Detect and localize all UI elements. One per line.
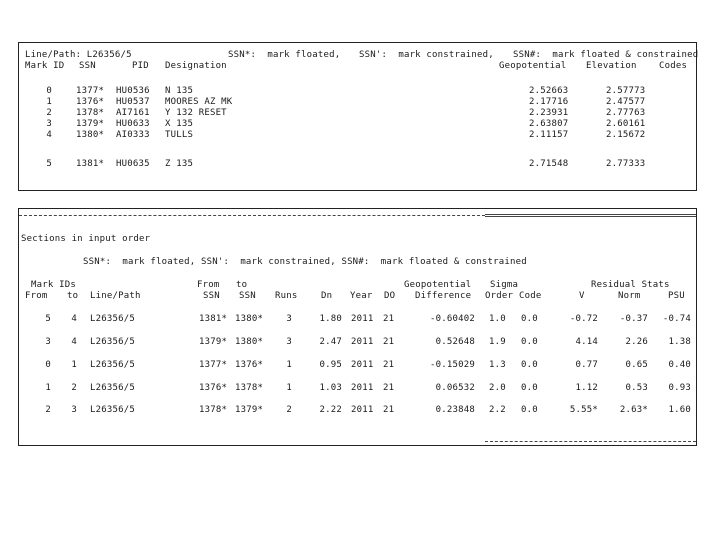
legend-floated: SSN*: mark floated, (228, 50, 341, 60)
mark-ssn: 1379* (76, 119, 105, 129)
col-pid: PID (132, 61, 149, 71)
cell-to-ssn: 1380* (235, 314, 264, 324)
cell-do: 21 (383, 314, 395, 324)
cell-code: 0.0 (521, 360, 538, 370)
mark-pid: HU0633 (116, 119, 150, 129)
cell-runs: 1 (286, 383, 292, 393)
bottom-dashed-rule (485, 441, 696, 442)
mark-ssn: 1380* (76, 130, 105, 140)
line-path-header: Line/Path: L26356/5 (25, 50, 132, 60)
mark-id: 1 (46, 97, 52, 107)
mark-ssn: 1381* (76, 159, 105, 169)
cell-line-path: L26356/5 (90, 337, 135, 347)
mark-id: 4 (46, 130, 52, 140)
cell-difference: -0.60402 (430, 314, 475, 324)
cell-year: 2011 (351, 405, 374, 415)
cell-from: 1 (45, 383, 51, 393)
col-geopotential: Geopotential (499, 61, 567, 71)
mark-ssn: 1376* (76, 97, 105, 107)
mark-pid: AI7161 (116, 108, 150, 118)
mark-geopotential: 2.52663 (529, 86, 569, 96)
cell-runs: 1 (286, 360, 292, 370)
col-mark-id: Mark ID (25, 61, 65, 71)
hdr-from: From (197, 280, 220, 290)
cell-v: -0.72 (569, 314, 598, 324)
col-ssn: SSN (79, 61, 96, 71)
hdr2-to: to (67, 291, 79, 301)
cell-norm: -0.37 (619, 314, 648, 324)
cell-to-ssn: 1376* (235, 360, 264, 370)
cell-psu: 0.40 (668, 360, 691, 370)
cell-dn: 2.47 (319, 337, 342, 347)
legend-constrained: SSN': mark constrained, (359, 50, 494, 60)
mark-pid: HU0537 (116, 97, 150, 107)
cell-from: 2 (45, 405, 51, 415)
cell-line-path: L26356/5 (90, 383, 135, 393)
cell-to: 1 (71, 360, 77, 370)
sections-panel (18, 208, 697, 446)
cell-from-ssn: 1378* (199, 405, 228, 415)
mark-elevation: 2.57773 (606, 86, 646, 96)
mark-geopotential: 2.71548 (529, 159, 569, 169)
mark-pid: HU0536 (116, 86, 150, 96)
hdr2-year: Year (350, 291, 373, 301)
hdr2-norm: Norm (618, 291, 641, 301)
cell-order: 2.2 (489, 405, 506, 415)
mark-pid: HU0635 (116, 159, 150, 169)
cell-difference: 0.23848 (435, 405, 475, 415)
cell-from-ssn: 1381* (199, 314, 228, 324)
cell-v: 0.77 (575, 360, 598, 370)
cell-order: 2.0 (489, 383, 506, 393)
mark-elevation: 2.47577 (606, 97, 646, 107)
cell-runs: 3 (286, 314, 292, 324)
mark-geopotential: 2.23931 (529, 108, 569, 118)
cell-year: 2011 (351, 383, 374, 393)
cell-runs: 3 (286, 337, 292, 347)
cell-difference: -0.15029 (430, 360, 475, 370)
cell-from: 5 (45, 314, 51, 324)
cell-from-ssn: 1377* (199, 360, 228, 370)
hdr2-runs: Runs (275, 291, 298, 301)
cell-psu: 0.93 (668, 383, 691, 393)
cell-do: 21 (383, 405, 395, 415)
mark-designation: MOORES AZ MK (165, 97, 233, 107)
cell-from: 0 (45, 360, 51, 370)
sections-title: Sections in input order (21, 234, 151, 244)
mark-geopotential: 2.17716 (529, 97, 569, 107)
cell-norm: 0.53 (625, 383, 648, 393)
cell-do: 21 (383, 360, 395, 370)
sections-legend: SSN*: mark floated, SSN': mark constrained, SSN#: mark floated & constrained (83, 257, 527, 267)
hdr2-v: V (579, 291, 585, 301)
cell-code: 0.0 (521, 314, 538, 324)
cell-to-ssn: 1379* (235, 405, 264, 415)
cell-difference: 0.06532 (435, 383, 475, 393)
hdr-mark-ids: Mark IDs (31, 280, 76, 290)
cell-year: 2011 (351, 314, 374, 324)
mark-id: 0 (46, 86, 52, 96)
cell-code: 0.0 (521, 405, 538, 415)
hdr2-dn: Dn (321, 291, 333, 301)
cell-dn: 0.95 (319, 360, 342, 370)
cell-year: 2011 (351, 337, 374, 347)
col-elevation: Elevation (586, 61, 637, 71)
cell-to-ssn: 1378* (235, 383, 264, 393)
mark-id: 2 (46, 108, 52, 118)
hdr2-from: From (25, 291, 48, 301)
cell-order: 1.9 (489, 337, 506, 347)
hdr2-from-ssn: SSN (203, 291, 220, 301)
cell-difference: 0.52648 (435, 337, 475, 347)
mark-id: 5 (46, 159, 52, 169)
mark-elevation: 2.60161 (606, 119, 646, 129)
hdr-sigma: Sigma (490, 280, 519, 290)
hdr-residual-stats: Residual Stats (591, 280, 670, 290)
cell-psu: 1.38 (668, 337, 691, 347)
hdr-geopotential: Geopotential (404, 280, 472, 290)
mark-designation: Y 132 RESET (165, 108, 227, 118)
top-double-rule (485, 214, 696, 217)
hdr2-code: Code (519, 291, 542, 301)
cell-to: 3 (71, 405, 77, 415)
mark-designation: TULLS (165, 130, 194, 140)
mark-designation: Z 135 (165, 159, 194, 169)
hdr2-order: Order (485, 291, 514, 301)
cell-line-path: L26356/5 (90, 360, 135, 370)
cell-from: 3 (45, 337, 51, 347)
cell-from-ssn: 1379* (199, 337, 228, 347)
hdr2-line-path: Line/Path (90, 291, 141, 301)
mark-geopotential: 2.63807 (529, 119, 569, 129)
cell-line-path: L26356/5 (90, 405, 135, 415)
cell-to: 2 (71, 383, 77, 393)
hdr2-psu: PSU (668, 291, 685, 301)
legend-floated-constrained: SSN#: mark floated & constrained (513, 50, 699, 60)
cell-line-path: L26356/5 (90, 314, 135, 324)
mark-geopotential: 2.11157 (529, 130, 569, 140)
top-dashed-rule (19, 215, 485, 216)
cell-to: 4 (71, 314, 77, 324)
col-designation: Designation (165, 61, 227, 71)
mark-ssn: 1377* (76, 86, 105, 96)
cell-year: 2011 (351, 360, 374, 370)
mark-id: 3 (46, 119, 52, 129)
cell-norm: 0.65 (625, 360, 648, 370)
mark-elevation: 2.77763 (606, 108, 646, 118)
cell-v: 4.14 (575, 337, 598, 347)
cell-code: 0.0 (521, 337, 538, 347)
cell-from-ssn: 1376* (199, 383, 228, 393)
mark-listing-panel (18, 42, 697, 191)
cell-dn: 2.22 (319, 405, 342, 415)
cell-order: 1.3 (489, 360, 506, 370)
cell-order: 1.0 (489, 314, 506, 324)
hdr2-to-ssn: SSN (239, 291, 256, 301)
cell-to: 4 (71, 337, 77, 347)
cell-dn: 1.03 (319, 383, 342, 393)
cell-norm: 2.63* (619, 405, 648, 415)
mark-designation: X 135 (165, 119, 194, 129)
col-codes: Codes (659, 61, 688, 71)
cell-norm: 2.26 (625, 337, 648, 347)
cell-to-ssn: 1380* (235, 337, 264, 347)
cell-code: 0.0 (521, 383, 538, 393)
cell-psu: -0.74 (662, 314, 691, 324)
cell-v: 1.12 (575, 383, 598, 393)
mark-designation: N 135 (165, 86, 194, 96)
cell-do: 21 (383, 337, 395, 347)
mark-ssn: 1378* (76, 108, 105, 118)
mark-elevation: 2.15672 (606, 130, 646, 140)
hdr-to: to (236, 280, 248, 290)
cell-v: 5.55* (569, 405, 598, 415)
cell-dn: 1.80 (319, 314, 342, 324)
hdr2-difference: Difference (415, 291, 472, 301)
cell-do: 21 (383, 383, 395, 393)
hdr2-do: DO (384, 291, 396, 301)
mark-elevation: 2.77333 (606, 159, 646, 169)
cell-runs: 2 (286, 405, 292, 415)
mark-pid: AI0333 (116, 130, 150, 140)
cell-psu: 1.60 (668, 405, 691, 415)
